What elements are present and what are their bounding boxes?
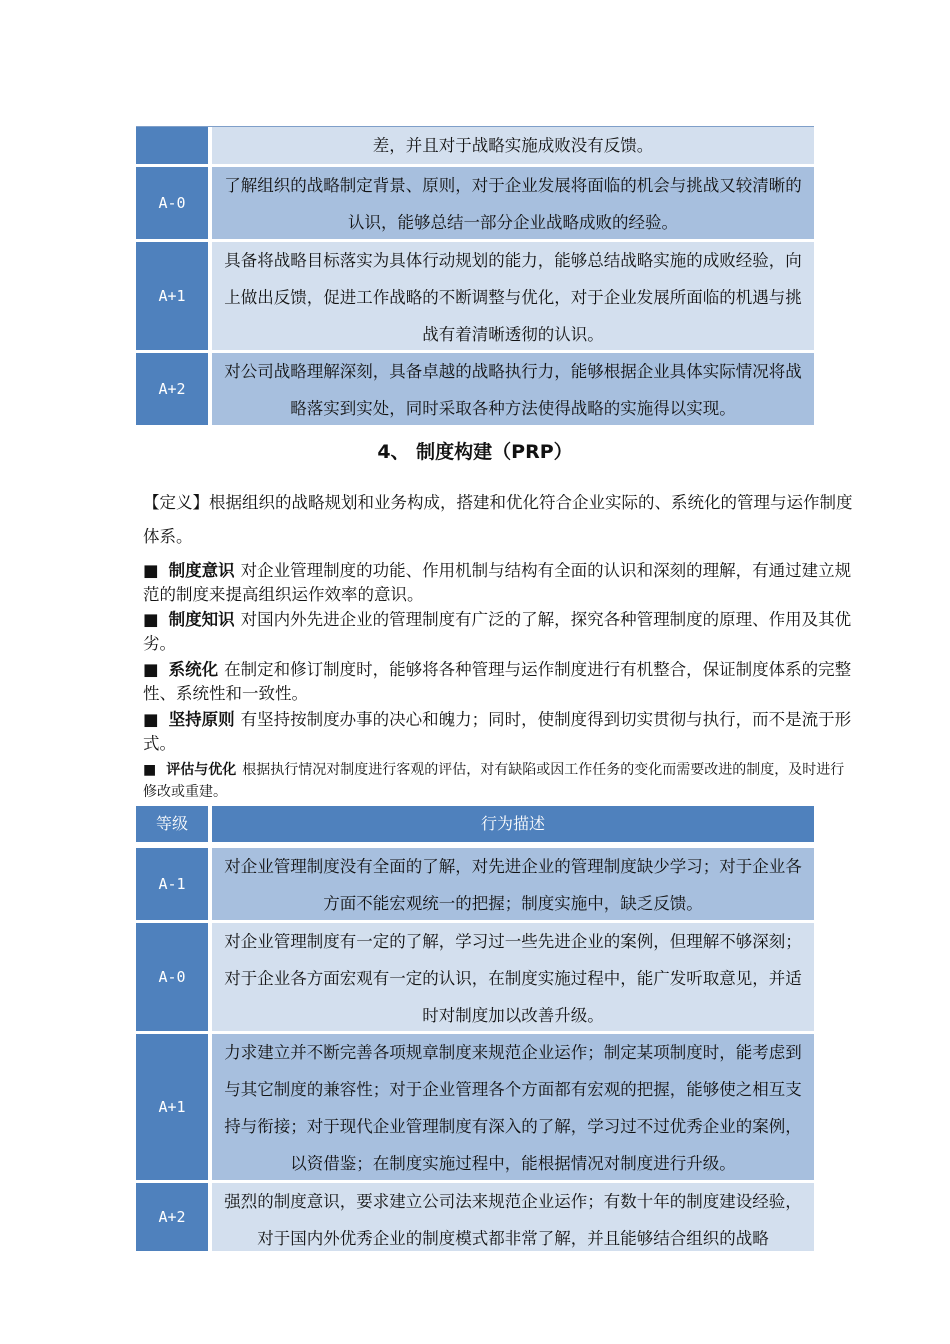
table-row: [136, 167, 814, 242]
table-row: [136, 127, 814, 167]
level-cell: A+2: [136, 1183, 212, 1251]
bullet-term: 制度意识: [168, 561, 235, 580]
level-cell: [136, 127, 212, 164]
description-cell: 差，并且对于战略实施成败没有反馈。: [212, 127, 814, 164]
bullet-term: 坚持原则: [168, 710, 235, 729]
table-row: [136, 923, 814, 1034]
bullet-text: 对企业管理制度的功能、作用机制与结构有全面的认识和深刻的理解，有通过建立规范的制度来提高组织运作效率的意识。: [143, 561, 852, 604]
bullet-text: 对国内外先进企业的管理制度有广泛的了解，探究各种管理制度的原理、作用及其优劣。: [143, 610, 852, 653]
bullet-term: 制度知识: [168, 610, 235, 629]
level-cell: A-0: [136, 167, 212, 239]
description-cell: 强烈的制度意识，要求建立公司法来规范企业运作；有数十年的制度建设经验，对于国内外优秀企业的制度模式都非常了解，并且能够结合组织的战略: [212, 1183, 814, 1251]
description-cell: 对企业管理制度有一定的了解，学习过一些先进企业的案例，但理解不够深刻；对于企业各方面宏观有一定的认识，在制度实施过程中，能广发听取意见，并适时对制度加以改善升级。: [212, 923, 814, 1031]
bullet-term: 评估与优化: [166, 762, 237, 778]
square-bullet-icon: ■: [143, 660, 159, 679]
table-header-row: [136, 806, 814, 848]
table-row: [136, 1034, 814, 1183]
description-header-cell: 行为描述: [212, 806, 814, 842]
square-bullet-icon: ■: [143, 710, 159, 729]
level-cell: A-1: [136, 848, 212, 920]
bullet-item: [143, 608, 853, 656]
square-bullet-icon: ■: [143, 610, 159, 629]
level-cell: A-0: [136, 923, 212, 1031]
bullet-item: [143, 759, 853, 803]
table-row: [136, 242, 814, 353]
bullet-item: [143, 559, 853, 607]
level-cell: A+2: [136, 353, 212, 425]
table-row: [136, 353, 814, 425]
bullet-item: [143, 708, 853, 756]
bullet-text: 有坚持按制度办事的决心和魄力；同时，使制度得到切实贯彻与执行，而不是流于形式。: [143, 710, 852, 753]
level-cell: A+1: [136, 1034, 212, 1180]
table-row: [136, 1183, 814, 1251]
square-bullet-icon: ■: [143, 561, 159, 580]
bullet-text: 根据执行情况对制度进行客观的评估，对有缺陷或因工作任务的变化而需要改进的制度，及时进行修改或重建。: [143, 762, 845, 800]
system-building-level-table: [136, 806, 814, 1251]
description-cell: 了解组织的战略制定背景、原则，对于企业发展将面临的机会与挑战又较清晰的认识，能够总结一部分企业战略成败的经验。: [212, 167, 814, 239]
square-bullet-icon: ■: [143, 762, 157, 778]
bullet-item: [143, 658, 853, 706]
bullet-text: 在制定和修订制度时，能够将各种管理与运作制度进行有机整合，保证制度体系的完整性、系统性和一致性。: [143, 660, 852, 703]
table-row: [136, 848, 814, 923]
strategy-level-table: [136, 126, 814, 425]
level-header-cell: 等级: [136, 806, 212, 842]
section-title: 4、 制度构建（PRP）: [377, 441, 573, 463]
level-cell: A+1: [136, 242, 212, 350]
description-cell: 具备将战略目标落实为具体行动规划的能力，能够总结战略实施的成败经验，向上做出反馈，促进工作战略的不断调整与优化，对于企业发展所面临的机遇与挑战有着清晰透彻的认识。: [212, 242, 814, 350]
description-cell: 力求建立并不断完善各项规章制度来规范企业运作；制定某项制度时，能考虑到与其它制度的兼容性；对于企业管理各个方面都有宏观的把握，能够使之相互支持与衔接；对于现代企业管理制度有深入的了解，学习过不过优秀企业的案例，以资借鉴；在制度实施过程中，能根据情况对制度进行升级。: [212, 1034, 814, 1180]
definition-paragraph: 【定义】根据组织的战略规划和业务构成，搭建和优化符合企业实际的、系统化的管理与运作制度体系。: [143, 493, 853, 546]
description-cell: 对企业管理制度没有全面的了解，对先进企业的管理制度缺少学习；对于企业各方面不能宏观统一的把握；制度实施中，缺乏反馈。: [212, 848, 814, 920]
bullet-term: 系统化: [168, 660, 219, 679]
description-cell: 对公司战略理解深刻，具备卓越的战略执行力，能够根据企业具体实际情况将战略落实到实处，同时采取各种方法使得战略的实施得以实现。: [212, 353, 814, 425]
